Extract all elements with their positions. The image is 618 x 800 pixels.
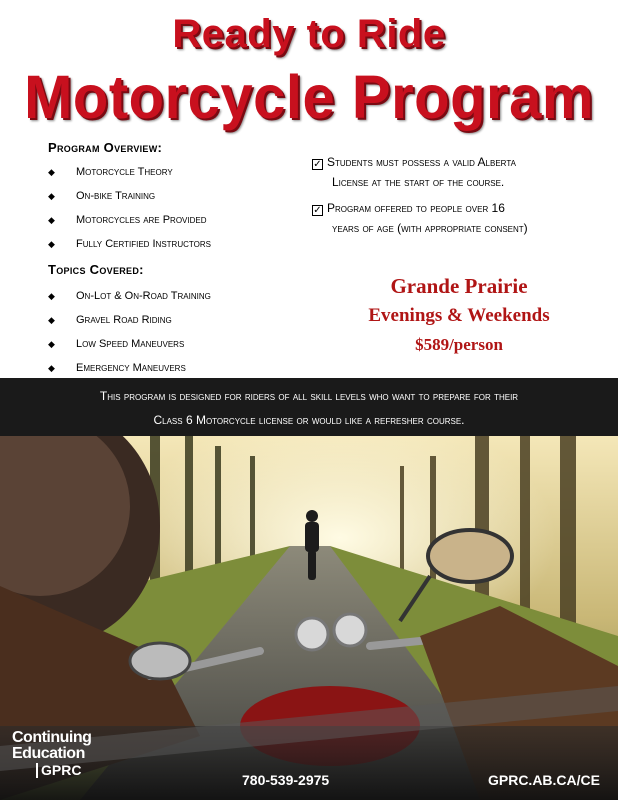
banner-line-1: This program is designed for riders of all skill levels who want to prepare for their [99, 389, 519, 403]
diamond-bullet-icon: ◆ [48, 315, 55, 325]
title-line-2: Motorcycle Program [24, 63, 594, 132]
list-item: ◆ On-bike Training [48, 184, 211, 208]
topics-heading: Topics Covered: [48, 262, 144, 277]
title-line-1: Ready to Ride [172, 12, 446, 56]
topics-list [48, 284, 211, 380]
diamond-bullet-icon: ◆ [48, 191, 55, 201]
requirement-age: ✓ Program offered to people over 16 years of age (with appropriate consent) [313, 201, 528, 235]
continuing-education-logo: Continuing Education GPRC [12, 729, 92, 778]
diamond-bullet-icon: ◆ [48, 167, 55, 177]
list-item: ◆ Motorcycles are Provided [48, 208, 211, 232]
footer-website: GPRC.AB.CA/CE [487, 772, 600, 788]
checkbox-checked-icon: ✓ [313, 205, 322, 216]
diamond-bullet-icon: ◆ [48, 215, 55, 225]
diamond-bullet-icon: ◆ [48, 291, 55, 301]
footer-phone: 780-539-2975 [242, 772, 330, 788]
banner-line-2: Class 6 Motorcycle license or would like a refresher course. [153, 413, 465, 427]
list-item: ◆ Emergency Maneuvers [48, 356, 211, 380]
diamond-bullet-icon: ◆ [48, 363, 55, 373]
program-banner [0, 378, 618, 436]
list-item: ◆ Fully Certified Instructors [48, 232, 211, 256]
diamond-bullet-icon: ◆ [48, 339, 55, 349]
overview-list [48, 160, 211, 256]
list-item: ◆ Motorcycle Theory [48, 160, 211, 184]
checkbox-checked-icon: ✓ [313, 159, 322, 170]
list-item: ◆ On-Lot & On-Road Training [48, 284, 211, 308]
motorcycle-photo [0, 436, 618, 800]
location-schedule: Evenings & Weekends [368, 305, 550, 326]
requirement-license: ✓ Students must possess a valid Alberta License at the start of the course. [313, 155, 516, 189]
list-item: ◆ Low Speed Maneuvers [48, 332, 211, 356]
overview-heading: Program Overview: [48, 140, 163, 155]
location-price: $589/person [415, 335, 503, 354]
location-city: Grande Prairie [390, 274, 528, 298]
diamond-bullet-icon: ◆ [48, 239, 55, 249]
list-item: ◆ Gravel Road Riding [48, 308, 211, 332]
motorcycle-road-illustration [0, 436, 618, 800]
